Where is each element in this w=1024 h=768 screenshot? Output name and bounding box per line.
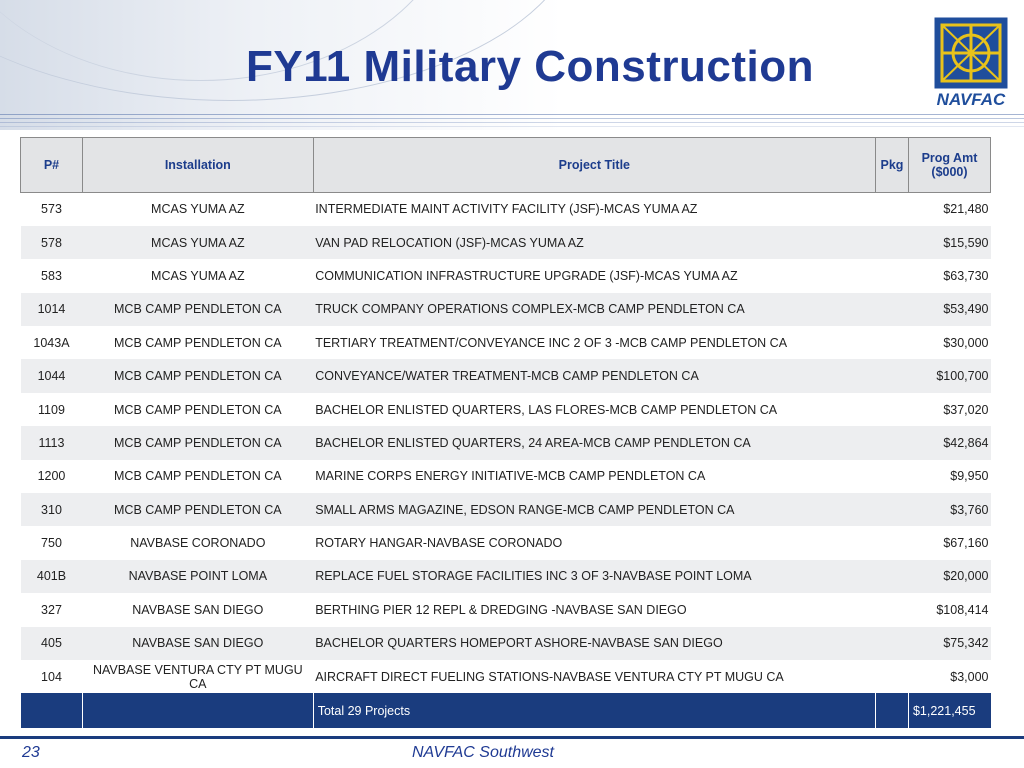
total-label: Total 29 Projects: [313, 693, 875, 728]
cell-project-title: BACHELOR QUARTERS HOMEPORT ASHORE-NAVBASE SAN DIEGO: [315, 636, 723, 651]
total-cell-empty: [875, 693, 908, 728]
cell-p: 1200: [37, 469, 66, 484]
table-row: [21, 426, 991, 459]
cell-project-title: COMMUNICATION INFRASTRUCTURE UPGRADE (JSF)-MCAS YUMA AZ: [315, 268, 738, 283]
cell-amount: $53,490: [943, 302, 989, 317]
table-row: [21, 460, 991, 493]
cell-p: 401B: [36, 569, 67, 584]
logo-text: NAVFAC: [936, 90, 1006, 109]
cell-p: 1014: [37, 302, 66, 317]
cell-project-title: BACHELOR ENLISTED QUARTERS, LAS FLORES-MCB CAMP PENDLETON CA: [315, 402, 778, 417]
cell-project-title: TERTIARY TREATMENT/CONVEYANCE INC 2 OF 3 -MCB CAMP PENDLETON CA: [315, 335, 788, 350]
cell-installation: NAVBASE SAN DIEGO: [132, 602, 264, 617]
cell-installation: NAVBASE VENTURA CTY PT MUGU CA: [92, 662, 303, 691]
cell-p: 573: [41, 202, 62, 217]
table-row: [21, 259, 991, 292]
cell-pkg: [875, 326, 908, 359]
page-title: FY11 Military Construction: [246, 42, 814, 91]
cell-project-title: TRUCK COMPANY OPERATIONS COMPLEX-MCB CAMP PENDLETON CA: [315, 302, 745, 317]
footer-divider: [0, 736, 1024, 739]
table-header-row: [21, 138, 991, 193]
cell-pkg: [875, 426, 908, 459]
cell-project-title: CONVEYANCE/WATER TREATMENT-MCB CAMP PENDLETON CA: [315, 369, 699, 384]
cell-installation: MCAS YUMA AZ: [151, 268, 245, 283]
cell-pkg: [875, 226, 908, 259]
table-row: [21, 393, 991, 426]
col-header-installation: Installation: [82, 138, 313, 193]
cell-p: 578: [41, 235, 62, 250]
cell-pkg: [875, 293, 908, 326]
table-row: [21, 627, 991, 660]
cell-installation: MCB CAMP PENDLETON CA: [114, 302, 282, 317]
cell-pkg: [875, 627, 908, 660]
cell-installation: MCB CAMP PENDLETON CA: [114, 402, 282, 417]
navfac-logo: [932, 15, 1010, 110]
cell-amount: $67,160: [943, 536, 989, 551]
cell-project-title: REPLACE FUEL STORAGE FACILITIES INC 3 OF 3-NAVBASE POINT LOMA: [315, 569, 752, 584]
cell-p: 104: [41, 669, 62, 684]
cell-p: 750: [41, 536, 62, 551]
cell-amount: $37,020: [943, 402, 989, 417]
table-row: [21, 193, 991, 226]
cell-p: 583: [41, 268, 62, 283]
page-number: 23: [22, 744, 40, 761]
table-row: [21, 293, 991, 326]
cell-installation: NAVBASE SAN DIEGO: [132, 636, 264, 651]
cell-pkg: [875, 593, 908, 626]
cell-p: 327: [41, 602, 62, 617]
cell-amount: $30,000: [943, 335, 989, 350]
cell-installation: NAVBASE CORONADO: [130, 536, 266, 551]
cell-pkg: [875, 560, 908, 593]
cell-amount: $21,480: [943, 202, 989, 217]
cell-amount: $15,590: [943, 235, 989, 250]
total-amount: $1,221,455: [908, 693, 990, 728]
cell-amount: $63,730: [943, 268, 989, 283]
cell-pkg: [875, 193, 908, 226]
total-row: [21, 693, 991, 728]
table-row: [21, 359, 991, 392]
cell-project-title: AIRCRAFT DIRECT FUELING STATIONS-NAVBASE VENTURA CTY PT MUGU CA: [315, 669, 784, 684]
cell-installation: MCB CAMP PENDLETON CA: [114, 502, 282, 517]
cell-pkg: [875, 393, 908, 426]
cell-project-title: SMALL ARMS MAGAZINE, EDSON RANGE-MCB CAMP PENDLETON CA: [315, 502, 735, 517]
col-header-prog-amt: Prog Amt ($000): [908, 138, 990, 193]
cell-p: 1044: [37, 369, 66, 384]
cell-project-title: BACHELOR ENLISTED QUARTERS, 24 AREA-MCB CAMP PENDLETON CA: [315, 435, 751, 450]
table-row: [21, 526, 991, 559]
cell-pkg: [875, 460, 908, 493]
cell-installation: MCAS YUMA AZ: [151, 202, 245, 217]
cell-amount: $42,864: [943, 435, 989, 450]
cell-project-title: BERTHING PIER 12 REPL & DREDGING -NAVBASE SAN DIEGO: [315, 602, 687, 617]
col-header-project-title: Project Title: [313, 138, 875, 193]
table-row: [21, 593, 991, 626]
cell-project-title: VAN PAD RELOCATION (JSF)-MCAS YUMA AZ: [315, 235, 584, 250]
header-stripes: [0, 114, 1024, 134]
total-cell-empty: [21, 693, 83, 728]
cell-p: 1113: [38, 435, 65, 450]
cell-p: 310: [41, 502, 62, 517]
cell-amount: $20,000: [943, 569, 989, 584]
cell-installation: MCAS YUMA AZ: [151, 235, 245, 250]
cell-installation: MCB CAMP PENDLETON CA: [114, 369, 282, 384]
col-header-pkg: Pkg: [875, 138, 908, 193]
cell-pkg: [875, 660, 908, 693]
cell-amount: $100,700: [936, 369, 989, 384]
cell-p: 405: [41, 636, 62, 651]
table-row: [21, 326, 991, 359]
cell-amount: $3,000: [950, 669, 989, 684]
footer-org-name: NAVFAC Southwest: [412, 744, 554, 761]
table-row: [21, 493, 991, 526]
table-row: [21, 226, 991, 259]
table-row: [21, 660, 991, 693]
cell-project-title: ROTARY HANGAR-NAVBASE CORONADO: [315, 536, 563, 551]
cell-amount: $108,414: [936, 602, 989, 617]
cell-amount: $9,950: [950, 469, 989, 484]
table-row: [21, 560, 991, 593]
cell-p: 1043A: [33, 335, 70, 350]
cell-amount: $3,760: [950, 502, 989, 517]
cell-installation: MCB CAMP PENDLETON CA: [114, 435, 282, 450]
cell-amount: $75,342: [943, 636, 989, 651]
col-header-p: P#: [21, 138, 83, 193]
cell-pkg: [875, 259, 908, 292]
cell-installation: MCB CAMP PENDLETON CA: [114, 335, 282, 350]
total-cell-empty: [82, 693, 313, 728]
cell-p: 1109: [38, 402, 65, 417]
cell-project-title: INTERMEDIATE MAINT ACTIVITY FACILITY (JSF)-MCAS YUMA AZ: [315, 202, 698, 217]
projects-table: [20, 137, 991, 728]
cell-pkg: [875, 526, 908, 559]
cell-installation: MCB CAMP PENDLETON CA: [114, 469, 282, 484]
cell-installation: NAVBASE POINT LOMA: [128, 569, 268, 584]
cell-project-title: MARINE CORPS ENERGY INITIATIVE-MCB CAMP PENDLETON CA: [315, 469, 706, 484]
cell-pkg: [875, 359, 908, 392]
cell-pkg: [875, 493, 908, 526]
